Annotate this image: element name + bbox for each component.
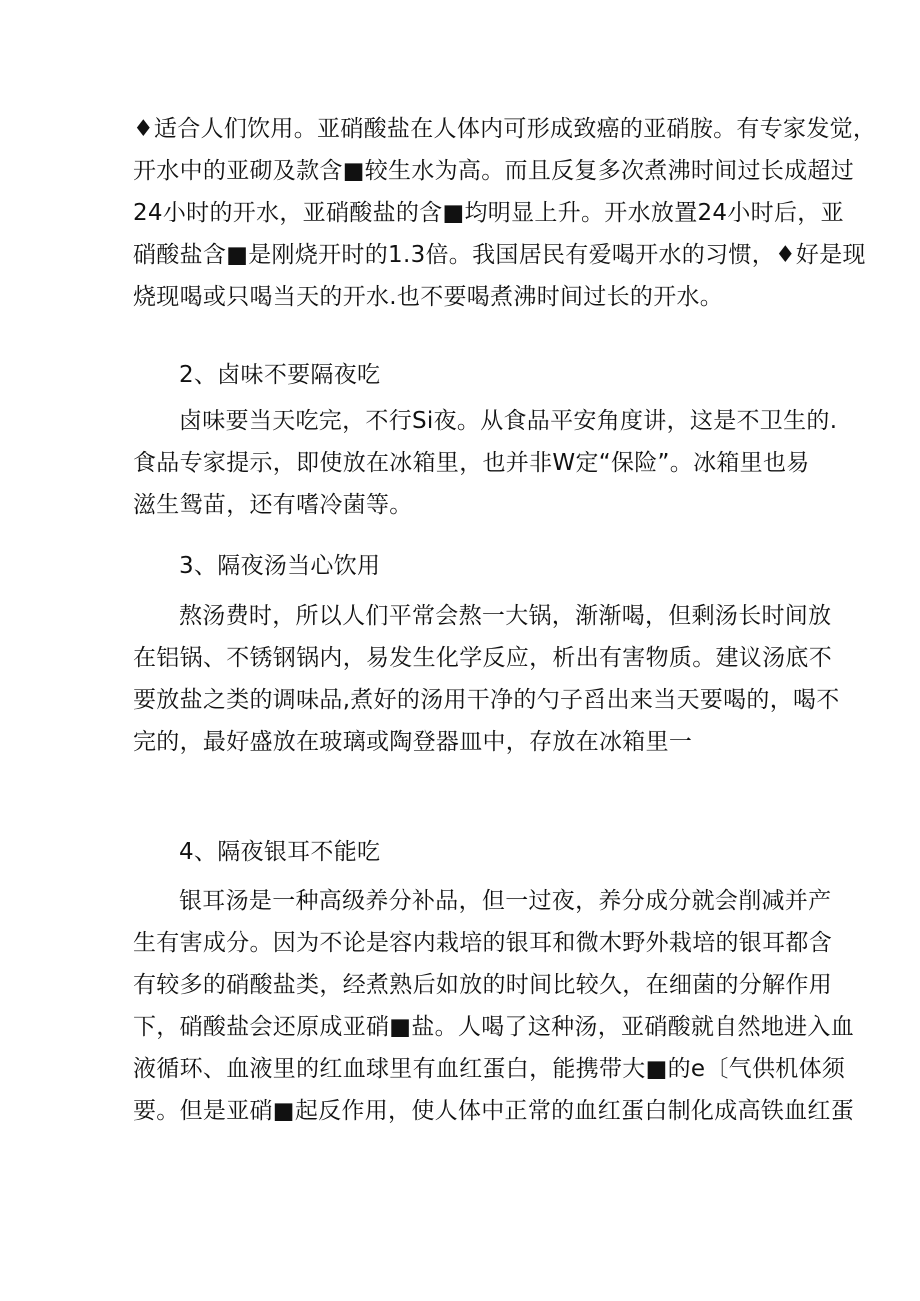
- text-line: 食品专家提示，即使放在冰箱里，也并非W定“保险”。冰箱里也易: [133, 450, 810, 476]
- section-heading: 2、卤味不要隔夜吃: [179, 362, 381, 388]
- paragraph-nitrite-boiled-water: [133, 108, 877, 318]
- section-heading: 3、隔夜汤当心饮用: [179, 553, 381, 579]
- section-3: [133, 545, 793, 587]
- text-line: 有较多的硝酸盐类，经煮熟后如放的时间比较久，在细菌的分解作用: [133, 972, 832, 998]
- text-line: 开水中的亚砌及款含■较生水为高。而且反复多次煮沸时间过长成超过: [133, 158, 855, 184]
- text-line: 在铝锅、不锈钢锅内，易发生化学反应，析出有害物质。建议汤底不: [133, 645, 832, 671]
- text-line: ♦适合人们饮用。亚硝酸盐在人体内可形成致癌的亚硝胺。有专家发觉，: [133, 116, 877, 142]
- section-heading: 4、隔夜银耳不能吃: [179, 839, 381, 865]
- text-line: 完的，最好盛放在玻璃或陶登器皿中，存放在冰箱里一: [133, 729, 693, 755]
- text-line: 要放盐之类的调味品,煮好的汤用干净的勺子舀出来当天要喝的，喝不: [133, 687, 840, 713]
- section-4-body: [133, 880, 855, 1132]
- section-3-body: [133, 595, 840, 763]
- text-line: 银耳汤是一种高级养分补品，但一过夜，养分成分就会削减并产: [179, 888, 832, 914]
- text-line: 滋生鸳苗，还有嗜冷菌等。: [133, 492, 413, 518]
- text-line: 熬汤费时，所以人们平常会熬一大锅，渐渐喝，但剩汤长时间放: [179, 603, 832, 629]
- section-2-body: [133, 400, 838, 526]
- text-line: 24小时的开水，亚硝酸盐的含■均明显上升。开水放置24小时后，亚: [133, 200, 844, 226]
- text-line: 硝酸盐含■是刚烧开时的1.3倍。我国居民有爱喝开水的习惯，♦好是现: [133, 242, 866, 268]
- text-line: 生有害成分。因为不论是容内栽培的银耳和微木野外栽培的银耳都含: [133, 930, 832, 956]
- text-line: 要。但是亚硝■起反作用，使人体中正常的血红蛋白制化成高铁血红蛋: [133, 1098, 855, 1124]
- section-4: [133, 831, 793, 873]
- text-line: 下，硝酸盐会还原成亚硝■盐。人喝了这种汤，亚硝酸就自然地进入血: [133, 1014, 855, 1040]
- text-line: 卤味要当天吃完，不行Si夜。从食品平安角度讲，这是不卫生的.: [179, 408, 838, 434]
- section-2: [133, 354, 793, 396]
- text-line: 烧现喝或只喝当天的开水.也不要喝煮沸时间过长的开水。: [133, 284, 724, 310]
- text-line: 液循环、血液里的红血球里有血红蛋白，能携带大■的e〔气供机体须: [133, 1056, 846, 1082]
